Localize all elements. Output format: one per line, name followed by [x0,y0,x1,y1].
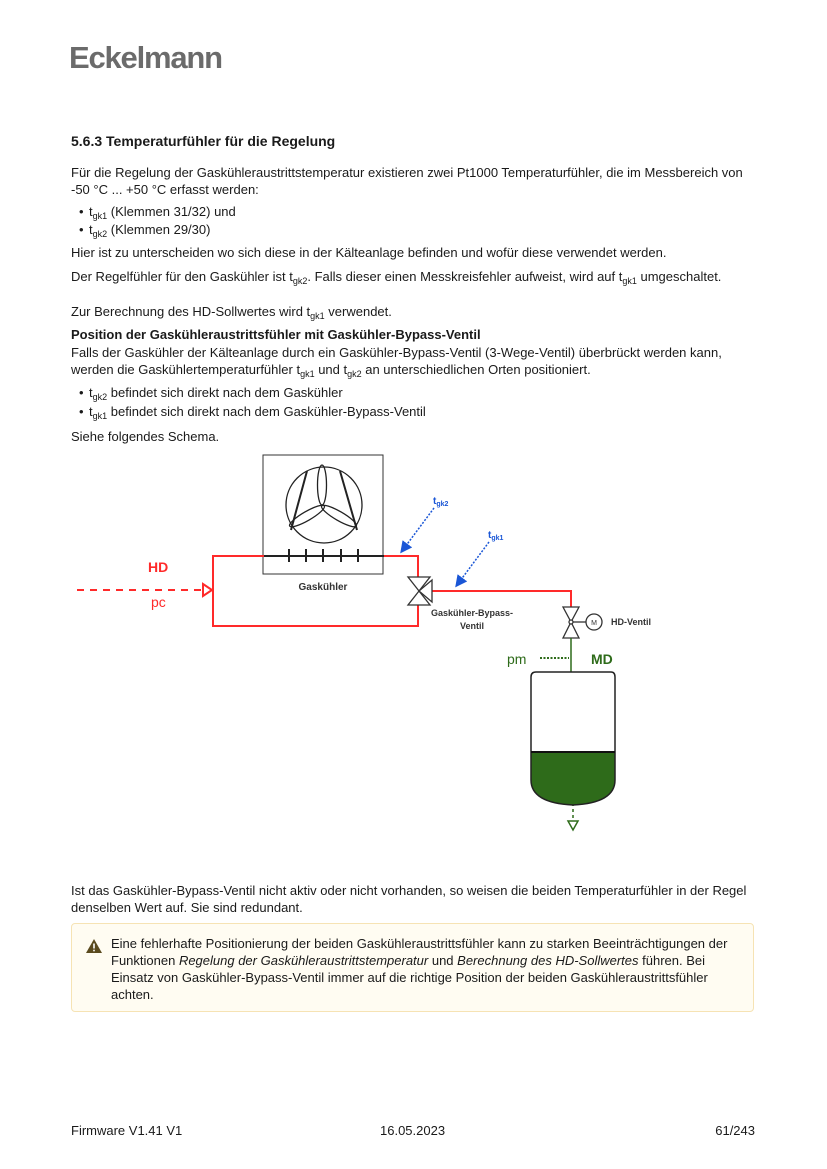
bullet-item: • $t_{gk2}$ (Klemmen 29/30) [79,222,211,239]
receiver-tank [531,672,615,805]
gas-cooler-label: Gaskühler [298,582,348,593]
footer-firmware: Firmware V1.41 V1 [71,1123,183,1138]
footer-date: 16.05.2023 [380,1123,446,1138]
gas-cooler-schematic [0,450,827,850]
sensor-arrows [402,508,489,585]
bullet-item: • $t_{gk1}$ befindet sich direkt nach dem Gaskühler-Bypass-Ventil [79,404,426,421]
warning-text: Eine fehlerhafte Positionierung der beiden Gaskühleraustrittsfühler kann zu starken Beeinträchtigungen der Funktionen Regelung der Gaskühleraustrittstemperatur und Berechnung des HD-Sollwertes führen. Bei Einsatz von Gaskühler-Bypass-Ventil immer auf die richtige Position der beiden Gaskühleraustrittsfühler achten. [111,936,728,1002]
paragraph: Ist das Gaskühler-Bypass-Ventil nicht aktiv oder nicht vorhanden, so weisen die beiden Temperaturfühler in der Regel denselben Wert auf. Sie sind redundant. [71,883,747,915]
hd-label: HD [148,559,169,575]
bypass-valve-label: Ventil [459,621,485,631]
bypass-valve-label: Gaskühler-Bypass- [430,608,514,618]
svg-text:M: M [591,620,597,627]
paragraph: Zur Berechnung des HD-Sollwertes wird $t_{gk1}$ verwendet. [71,304,392,321]
md-label: MD [591,651,613,667]
footer-page-number: 61/243 [715,1123,755,1138]
paragraph-intro: Für die Regelung der Gaskühleraustrittstemperatur existieren zwei Pt1000 Temperaturfühler, die im Messbereich von -50 °C ... +50 °C erfasst werden: [71,165,743,197]
pm-label: pm [507,651,527,667]
paragraph: Hier ist zu unterscheiden wo sich diese in der Kälteanlage befinden und wofür diese verwendet werden. [71,245,667,260]
eckelmann-logo: Eckelmann [69,40,222,75]
subheading: Position der Gaskühleraustrittsfühler mit Gaskühler-Bypass-Ventil [71,327,481,342]
tgk2-label: $t_{gk2}$ [433,496,449,508]
pc-label: pc [151,594,166,610]
warning-box [71,923,754,1012]
paragraph: Falls der Gaskühler der Kälteanlage durch ein Gaskühler-Bypass-Ventil (3-Wege-Ventil) überbrückt werden kann, werden die Gaskühlertemperaturfühler $t_{gk1}$ und $t_{gk2}$ an unterschiedlichen Orten positioniert. [71,345,722,379]
warning-icon [86,939,102,953]
tgk1-label: $t_{gk1}$ [488,530,504,542]
paragraph: Der Regelfühler für den Gaskühler ist $t_{gk2}$. Falls dieser einen Messkreisfehler aufweist, wird auf $t_{gk1}$ umgeschaltet. [71,269,722,286]
paragraph: Siehe folgendes Schema. [71,429,220,444]
bypass-valve-icon [408,577,432,605]
bullet-item: • $t_{gk1}$ (Klemmen 31/32) und [79,204,236,221]
hd-valve-label: HD-Ventil [611,617,652,627]
bullet-item: • $t_{gk2}$ befindet sich direkt nach dem Gaskühler [79,385,343,402]
section-heading: 5.6.3 Temperaturfühler für die Regelung [71,133,336,149]
